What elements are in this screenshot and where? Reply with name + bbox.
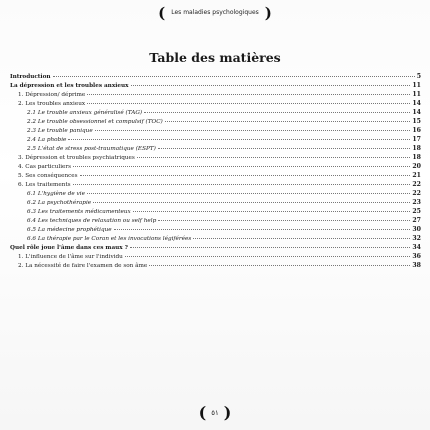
footer-page-number: ٥١ bbox=[211, 409, 219, 417]
toc-entry-label: 6. Les traitements bbox=[18, 182, 71, 188]
toc-entry-introduction[interactable] bbox=[10, 73, 421, 81]
toc-entry-page: 15 bbox=[412, 118, 421, 125]
toc-entry-label: Quel rôle joue l'âme dans ces maux ? bbox=[10, 245, 128, 251]
toc-entry-relaxation[interactable] bbox=[27, 217, 421, 225]
toc-entry-page: 16 bbox=[412, 127, 421, 134]
toc-entry-label: 6.4 Les techniques de relaxation ou self help bbox=[27, 218, 157, 224]
dot-leader bbox=[193, 237, 410, 239]
dot-leader bbox=[137, 156, 411, 158]
toc-entry-page: 18 bbox=[412, 145, 421, 152]
toc-entry-label: La dépression et les troubles anxieux bbox=[10, 83, 129, 89]
toc-entry-page: 17 bbox=[412, 136, 421, 143]
dot-leader bbox=[114, 228, 411, 230]
toc-entry-page: 11 bbox=[412, 91, 421, 98]
toc-entry-label: 1. Dépression/ déprime bbox=[18, 92, 86, 98]
toc-entry-page: 25 bbox=[412, 208, 421, 215]
toc-entry-page: 5 bbox=[416, 73, 421, 80]
dot-leader bbox=[149, 264, 410, 266]
toc-entry-page: 21 bbox=[412, 172, 421, 179]
dot-leader bbox=[93, 201, 410, 203]
toc-entry-phobia[interactable] bbox=[27, 136, 421, 144]
toc-entry-page: 22 bbox=[412, 190, 421, 197]
toc-entry-hygiene[interactable] bbox=[27, 190, 421, 198]
toc-entry-label: 5. Ses conséquences bbox=[18, 173, 78, 179]
toc-entry-psychotherapy[interactable] bbox=[27, 199, 421, 207]
toc-entry-treatments[interactable] bbox=[18, 181, 421, 189]
toc-entry-label: 2. La nécessité de faire l'examen de son âme bbox=[18, 263, 148, 269]
toc-entry-medication[interactable] bbox=[27, 208, 421, 216]
toc-entry-coran-therapy[interactable] bbox=[27, 235, 421, 243]
dot-leader bbox=[87, 93, 410, 95]
dot-leader bbox=[158, 219, 410, 221]
toc-entry-prophetic-medicine[interactable] bbox=[27, 226, 421, 234]
toc-entry-psychiatric[interactable] bbox=[18, 154, 421, 162]
dot-leader bbox=[87, 192, 410, 194]
dot-leader bbox=[73, 183, 411, 185]
toc-entry-page: 18 bbox=[412, 154, 421, 161]
header-open-bracket: ( bbox=[158, 4, 166, 22]
toc-entry-page: 34 bbox=[412, 244, 421, 251]
dot-leader bbox=[133, 210, 411, 212]
toc-entry-label: 1. L'influence de l'âme sur l'individu bbox=[18, 254, 123, 260]
toc-entry-label: 6.1 L'hygiène de vie bbox=[27, 191, 85, 197]
page-title: Table des matières bbox=[149, 50, 281, 65]
dot-leader bbox=[95, 129, 411, 131]
dot-leader bbox=[130, 246, 410, 248]
toc-entry-espt[interactable] bbox=[27, 145, 421, 153]
toc-entry-soul-examination[interactable] bbox=[18, 262, 421, 270]
toc-entry-page: 14 bbox=[412, 100, 421, 107]
toc-entry-page: 14 bbox=[412, 109, 421, 116]
footer-close-bracket: ) bbox=[223, 403, 232, 422]
toc-entry-page: 30 bbox=[412, 226, 421, 233]
toc-entry-depression[interactable] bbox=[18, 91, 421, 99]
toc-entry-label: 2.1 Le trouble anxieux généralisé (TAG) bbox=[27, 110, 143, 116]
header-close-bracket: ) bbox=[264, 4, 272, 22]
dot-leader bbox=[165, 120, 411, 122]
toc-entry-page: 32 bbox=[412, 235, 421, 242]
toc-entry-label: 6.6 La thérapie par le Coran et les invocations légiférées bbox=[27, 236, 192, 242]
toc-entry-consequences[interactable] bbox=[18, 172, 421, 180]
dot-leader bbox=[87, 102, 410, 104]
toc-entry-page: 22 bbox=[412, 181, 421, 188]
toc-entry-toc[interactable] bbox=[27, 118, 421, 126]
toc-entry-label: 2.2 Le trouble obsessionnel et compulsif (TOC) bbox=[27, 119, 163, 125]
toc-entry-label: 3. Dépression et troubles psychiatriques bbox=[18, 155, 135, 161]
toc-entry-label: 2.4 La phobie bbox=[27, 137, 67, 143]
toc-entry-page: 23 bbox=[412, 199, 421, 206]
dot-leader bbox=[73, 165, 410, 167]
toc-entry-label: 2.3 Le trouble panique bbox=[27, 128, 93, 134]
toc-entry-page: 11 bbox=[412, 82, 421, 89]
dot-leader bbox=[144, 111, 410, 113]
toc-entry-tag[interactable] bbox=[27, 109, 421, 117]
dot-leader bbox=[125, 255, 411, 257]
dot-leader bbox=[80, 174, 411, 176]
toc-entry-label: 6.3 Les traitements médicamenteux bbox=[27, 209, 131, 215]
toc-entry-depression-anxiety[interactable] bbox=[10, 82, 421, 90]
toc-entry-label: 2.5 L'état de stress post-traumatique (ESPT) bbox=[27, 146, 156, 152]
toc-entry-label: 2. Les troubles anxieux bbox=[18, 101, 86, 107]
running-header bbox=[120, 6, 310, 20]
header-title: Les maladies psychologiques bbox=[171, 9, 259, 16]
toc-entry-page: 36 bbox=[412, 253, 421, 260]
toc-entry-soul-influence[interactable] bbox=[18, 253, 421, 261]
toc-entry-anxiety-disorders[interactable] bbox=[18, 100, 421, 108]
toc-entry-panic[interactable] bbox=[27, 127, 421, 135]
toc-entry-soul-role[interactable] bbox=[10, 244, 421, 252]
toc-entry-page: 20 bbox=[412, 163, 421, 170]
toc-entry-special-cases[interactable] bbox=[18, 163, 421, 171]
toc-entry-label: Introduction bbox=[10, 74, 51, 80]
footer-open-bracket: ( bbox=[198, 403, 207, 422]
dot-leader bbox=[68, 138, 410, 140]
dot-leader bbox=[131, 84, 411, 86]
toc-entry-label: 6.2 La psychothérapie bbox=[27, 200, 92, 206]
dot-leader bbox=[53, 75, 415, 77]
toc-entry-page: 27 bbox=[412, 217, 421, 224]
toc-entry-label: 4. Cas particuliers bbox=[18, 164, 72, 170]
dot-leader bbox=[158, 147, 411, 149]
page-number-footer bbox=[190, 404, 240, 422]
toc-entry-page: 38 bbox=[412, 262, 421, 269]
toc-entry-label: 6.5 La médecine prophétique bbox=[27, 227, 112, 233]
